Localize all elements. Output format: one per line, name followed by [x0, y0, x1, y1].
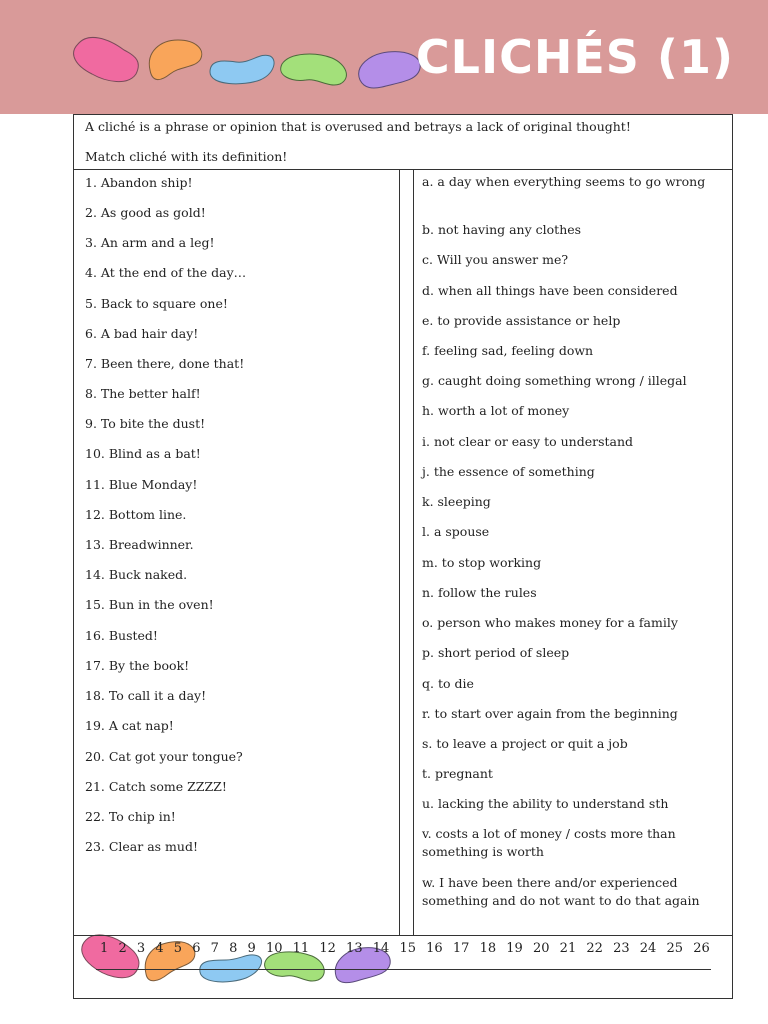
answer-number: 9	[247, 941, 256, 956]
cliche-item: 1. Abandon ship!	[85, 175, 193, 190]
answer-number: 15	[399, 941, 416, 956]
answer-number: 5	[173, 941, 183, 956]
definition-item: m. to stop working	[422, 555, 542, 570]
definition-item: c. Will you answer me?	[422, 252, 569, 267]
definition-item: h. worth a lot of money	[422, 403, 570, 418]
answer-number: 26	[693, 941, 710, 956]
answer-number: 25	[666, 941, 684, 956]
cliche-item: 22. To chip in!	[85, 809, 176, 824]
jellybean-blue-icon	[210, 55, 274, 84]
cliche-item: 14. Buck naked.	[85, 567, 188, 582]
answer-number: 24	[639, 941, 657, 956]
definition-item: j. the essence of something	[422, 464, 595, 479]
definition-item: d. when all things have been considered	[422, 283, 678, 298]
answer-number: 16	[426, 941, 443, 956]
answer-number: 10	[265, 941, 283, 956]
worksheet	[73, 114, 733, 999]
answer-number: 12	[319, 941, 336, 956]
definition-item: n. follow the rules	[422, 585, 537, 600]
cliche-item: 3. An arm and a leg!	[85, 235, 215, 250]
answer-number: 1	[100, 941, 109, 956]
answer-grid	[74, 935, 732, 999]
answer-number: 13	[346, 941, 363, 956]
intro-definition: A cliché is a phrase or opinion that is overused and betrays a lack of original thought!	[85, 119, 631, 134]
cliche-item: 2. As good as gold!	[85, 205, 206, 220]
answer-numbers	[100, 941, 710, 957]
definition-item: a. a day when everything seems to go wrong	[422, 174, 706, 189]
definition-item: l. a spouse	[422, 524, 490, 539]
definition-item: v. costs a lot of money / costs more than something is worth	[422, 826, 676, 859]
answer-number: 20	[532, 941, 550, 956]
definition-item: w. I have been there and/or experienced something and do not want to do that again	[422, 875, 700, 908]
definition-item: b. not having any clothes	[422, 222, 582, 237]
definition-item: e. to provide assistance or help	[422, 313, 621, 328]
cliche-item: 7. Been there, done that!	[85, 356, 245, 371]
jellybean-purple-icon	[359, 52, 420, 88]
definition-item: p. short period of sleep	[422, 645, 570, 660]
cliche-item: 9. To bite the dust!	[85, 416, 206, 431]
cliche-item: 17. By the book!	[85, 658, 190, 673]
answer-number: 22	[586, 941, 603, 956]
cliche-item: 11. Blue Monday!	[85, 477, 198, 492]
intro-task: Match cliché with its definition!	[85, 149, 288, 164]
definition-item: f. feeling sad, feeling down	[422, 343, 594, 358]
definition-item: u. lacking the ability to understand sth	[422, 796, 669, 811]
jellybean-pink-icon	[74, 37, 139, 81]
answer-number: 11	[292, 941, 310, 956]
answer-number: 14	[372, 941, 390, 956]
answer-number: 21	[559, 941, 577, 956]
cliche-item: 16. Busted!	[85, 628, 158, 643]
cliche-item: 20. Cat got your tongue?	[85, 749, 243, 764]
cliche-column	[74, 170, 400, 935]
answer-number: 19	[506, 941, 523, 956]
definition-item: k. sleeping	[422, 494, 491, 509]
jellybean-green-icon	[281, 54, 347, 85]
cliche-item: 21. Catch some ZZZZ!	[85, 779, 227, 794]
answer-number: 18	[479, 941, 497, 956]
answer-line[interactable]	[96, 969, 711, 970]
instructions-box	[74, 115, 732, 170]
cliche-item: 18. To call it a day!	[85, 688, 207, 703]
definition-item: o. person who makes money for a family	[422, 615, 678, 630]
cliche-item: 19. A cat nap!	[85, 718, 174, 733]
cliche-item: 5. Back to square one!	[85, 296, 228, 311]
definition-item: q. to die	[422, 676, 474, 691]
answer-number: 23	[613, 941, 630, 956]
cliche-item: 6. A bad hair day!	[85, 326, 199, 341]
answer-number: 3	[136, 941, 146, 956]
cliche-item: 13. Breadwinner.	[85, 537, 194, 552]
header-banner	[0, 0, 768, 114]
cliche-item: 15. Bun in the oven!	[85, 597, 214, 612]
cliche-item: 4. At the end of the day…	[85, 265, 247, 280]
jellybean-orange-icon	[149, 40, 201, 80]
answer-number: 2	[118, 941, 127, 956]
definition-item: s. to leave a project or quit a job	[422, 736, 628, 751]
definition-item: i. not clear or easy to understand	[422, 434, 634, 449]
cliche-item: 12. Bottom line.	[85, 507, 187, 522]
answer-number: 6	[192, 941, 201, 956]
answer-number: 7	[210, 941, 219, 956]
definition-item: g. caught doing something wrong / illegal	[422, 373, 687, 388]
definition-item: r. to start over again from the beginning	[422, 706, 678, 721]
definition-item: t. pregnant	[422, 766, 493, 781]
cliche-item: 10. Blind as a bat!	[85, 446, 201, 461]
answer-number: 8	[229, 941, 238, 956]
cliche-item: 8. The better half!	[85, 386, 201, 401]
answer-number: 4	[155, 941, 164, 956]
answer-number: 17	[452, 941, 470, 956]
page-title: CLICHÉS (1)	[415, 30, 734, 84]
cliche-item: 23. Clear as mud!	[85, 839, 198, 854]
header-jellybeans	[70, 30, 430, 100]
definition-column	[413, 170, 733, 935]
